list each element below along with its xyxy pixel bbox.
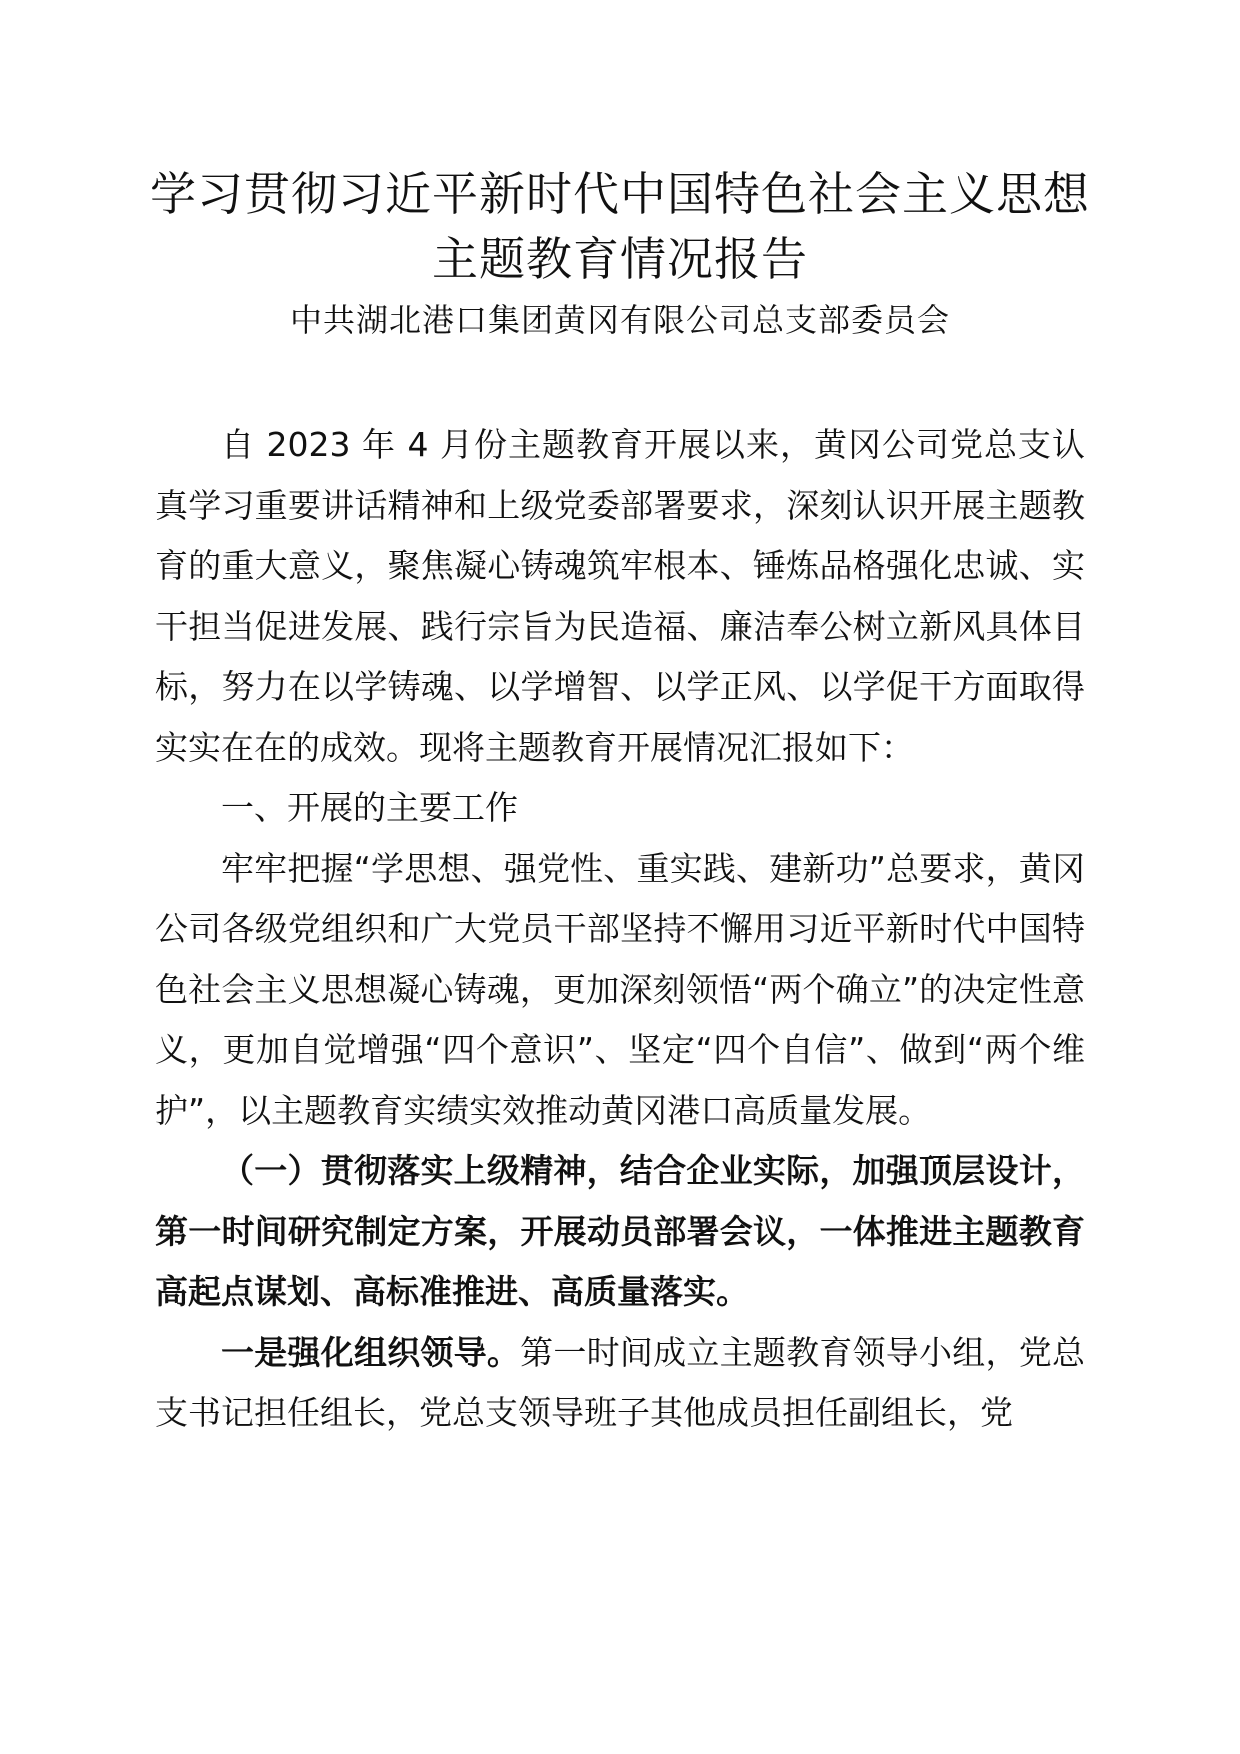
intro-paragraph: 自 2023 年 4 月份主题教育开展以来，黄冈公司党总支认真学习重要讲话精神和上级党委部署要求，深刻认识开展主题教育的重大意义，聚焦凝心铸魂筑牢根本、锤炼品格强化忠诚、实干担当促进发展、践行宗旨为民造福、廉洁奉公树立新风具体目标，努力在以学铸魂、以学增智、以学正风、以学促干方面取得实实在在的成效。现将主题教育开展情况汇报如下： [155,425,1085,767]
document-title-line-1: 学习贯彻习近平新时代中国特色社会主义思想 [150,167,1090,221]
subsection-heading: （一）贯彻落实上级精神，结合企业实际，加强顶层设计，第一时间研究制定方案，开展动员部署会议，一体推进主题教育高起点谋划、高标准推进、高质量落实。 [155,1151,1085,1311]
point-text: 第一时间成立主题教育领导小组，党总支书记担任组长，党总支领导班子其他成员担任副组长，党 [155,1332,1086,1432]
point-lead: 一是强化组织领导。 [221,1332,521,1372]
section-paragraph: 牢牢把握“学思想、强党性、重实践、建新功”总要求，黄冈公司各级党组织和广大党员干部坚持不懈用习近平新时代中国特色社会主义思想凝心铸魂，更加深刻领悟“两个确立”的决定性意义，更加自觉增强“四个意识”、坚定“四个自信”、做到“两个维护”，以主题教育实绩实效推动黄冈港口高质量发展。 [155,848,1085,1130]
section-heading: 一、开展的主要工作 [221,788,518,827]
point-paragraph [155,1323,1085,1444]
issuing-organization: 中共湖北港口集团黄冈有限公司总支部委员会 [289,301,950,339]
document-title-line-2: 主题教育情况报告 [432,232,808,286]
document-body [155,415,1085,1444]
